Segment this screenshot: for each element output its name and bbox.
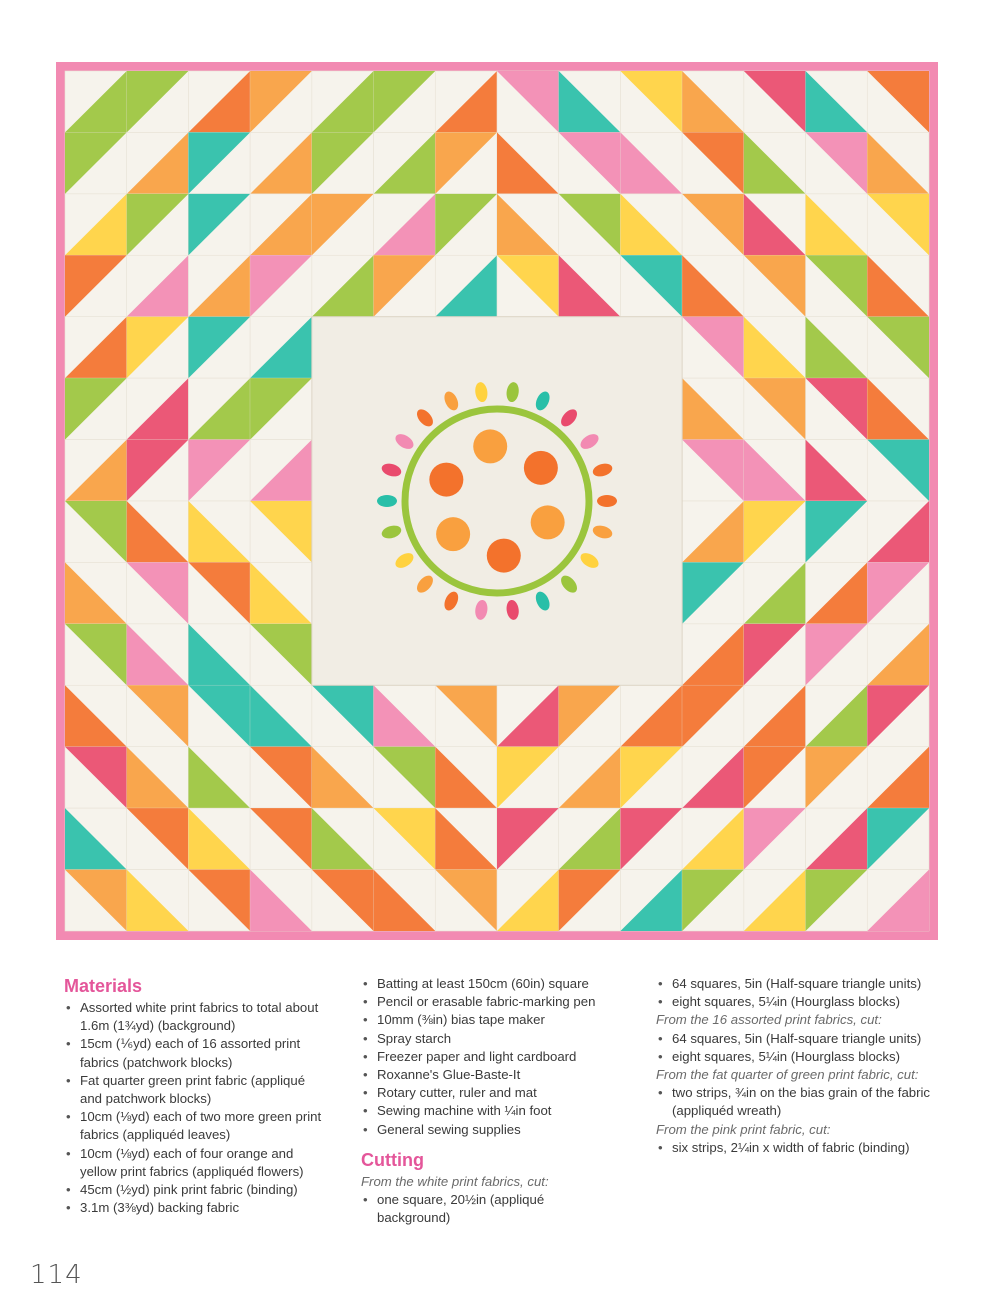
cutting-list-continued	[656, 975, 946, 1011]
list-item: • 3.1m (3⅜yd) backing fabric	[64, 1199, 324, 1217]
list-item: • Batting at least 150cm (60in) square	[361, 975, 621, 993]
cutting-group-label: From the 16 assorted print fabrics, cut:	[656, 1012, 882, 1028]
list-item: • Rotary cutter, ruler and mat	[361, 1084, 621, 1102]
list-item: • one square, 20½in (appliqué background)	[361, 1191, 621, 1227]
list-item: • Roxanne's Glue-Baste-It	[361, 1066, 621, 1084]
list-item: • 64 squares, 5in (Half-square triangle units)	[656, 1030, 946, 1048]
leaf-applique	[597, 495, 617, 507]
column-3	[656, 975, 946, 1157]
list-item: • 45cm (½yd) pink print fabric (binding)	[64, 1181, 324, 1199]
list-item: • 10cm (⅛yd) each of four orange and yellow print fabrics (appliquéd flowers)	[64, 1145, 324, 1181]
list-item: • Fat quarter green print fabric (appliqué and patchwork blocks)	[64, 1072, 324, 1108]
list-item: • six strips, 2¼in x width of fabric (binding)	[656, 1139, 946, 1157]
list-item: • 15cm (⅙yd) each of 16 assorted print fabrics (patchwork blocks)	[64, 1035, 324, 1071]
list-item: • Sewing machine with ¼in foot	[361, 1102, 621, 1120]
flower-applique	[429, 463, 463, 497]
flower-applique	[524, 451, 558, 485]
column-2	[361, 975, 621, 1227]
column-1	[64, 975, 324, 1217]
list-item: • 10mm (⅜in) bias tape maker	[361, 1011, 621, 1029]
flower-applique	[531, 505, 565, 539]
applique-background	[312, 317, 682, 686]
cutting-list	[361, 1191, 621, 1227]
cutting-list	[656, 1030, 946, 1066]
list-item: • 64 squares, 5in (Half-square triangle units)	[656, 975, 946, 993]
cutting-heading: Cutting	[361, 1149, 424, 1170]
quilt-photo	[56, 62, 938, 940]
cutting-list	[656, 1084, 946, 1120]
list-item: • two strips, ¾in on the bias grain of the fabric (appliquéd wreath)	[656, 1084, 946, 1120]
cutting-group-label: From the white print fabrics, cut:	[361, 1173, 549, 1189]
list-item: • 10cm (⅛yd) each of two more green print fabrics (appliquéd leaves)	[64, 1108, 324, 1144]
flower-applique	[436, 517, 470, 551]
list-item: • eight squares, 5¼in (Hourglass blocks)	[656, 1048, 946, 1066]
list-item: • eight squares, 5¼in (Hourglass blocks)	[656, 993, 946, 1011]
cutting-group-label: From the fat quarter of green print fabric, cut:	[656, 1067, 919, 1083]
list-item: • Assorted white print fabrics to total about 1.6m (1¾yd) (background)	[64, 999, 324, 1035]
leaf-applique	[377, 495, 397, 507]
flower-applique	[487, 539, 521, 573]
list-item: • General sewing supplies	[361, 1121, 621, 1139]
materials-list	[64, 999, 324, 1217]
cutting-group-label: From the pink print fabric, cut:	[656, 1121, 831, 1137]
list-item: • Spray starch	[361, 1030, 621, 1048]
cutting-list	[656, 1139, 946, 1157]
page-number: 114	[30, 1260, 83, 1290]
list-item: • Freezer paper and light cardboard	[361, 1048, 621, 1066]
materials-heading: Materials	[64, 976, 143, 996]
quilt-illustration	[56, 62, 938, 940]
list-item: • Pencil or erasable fabric-marking pen	[361, 993, 621, 1011]
materials-list-continued	[361, 975, 621, 1139]
flower-applique	[473, 429, 507, 463]
